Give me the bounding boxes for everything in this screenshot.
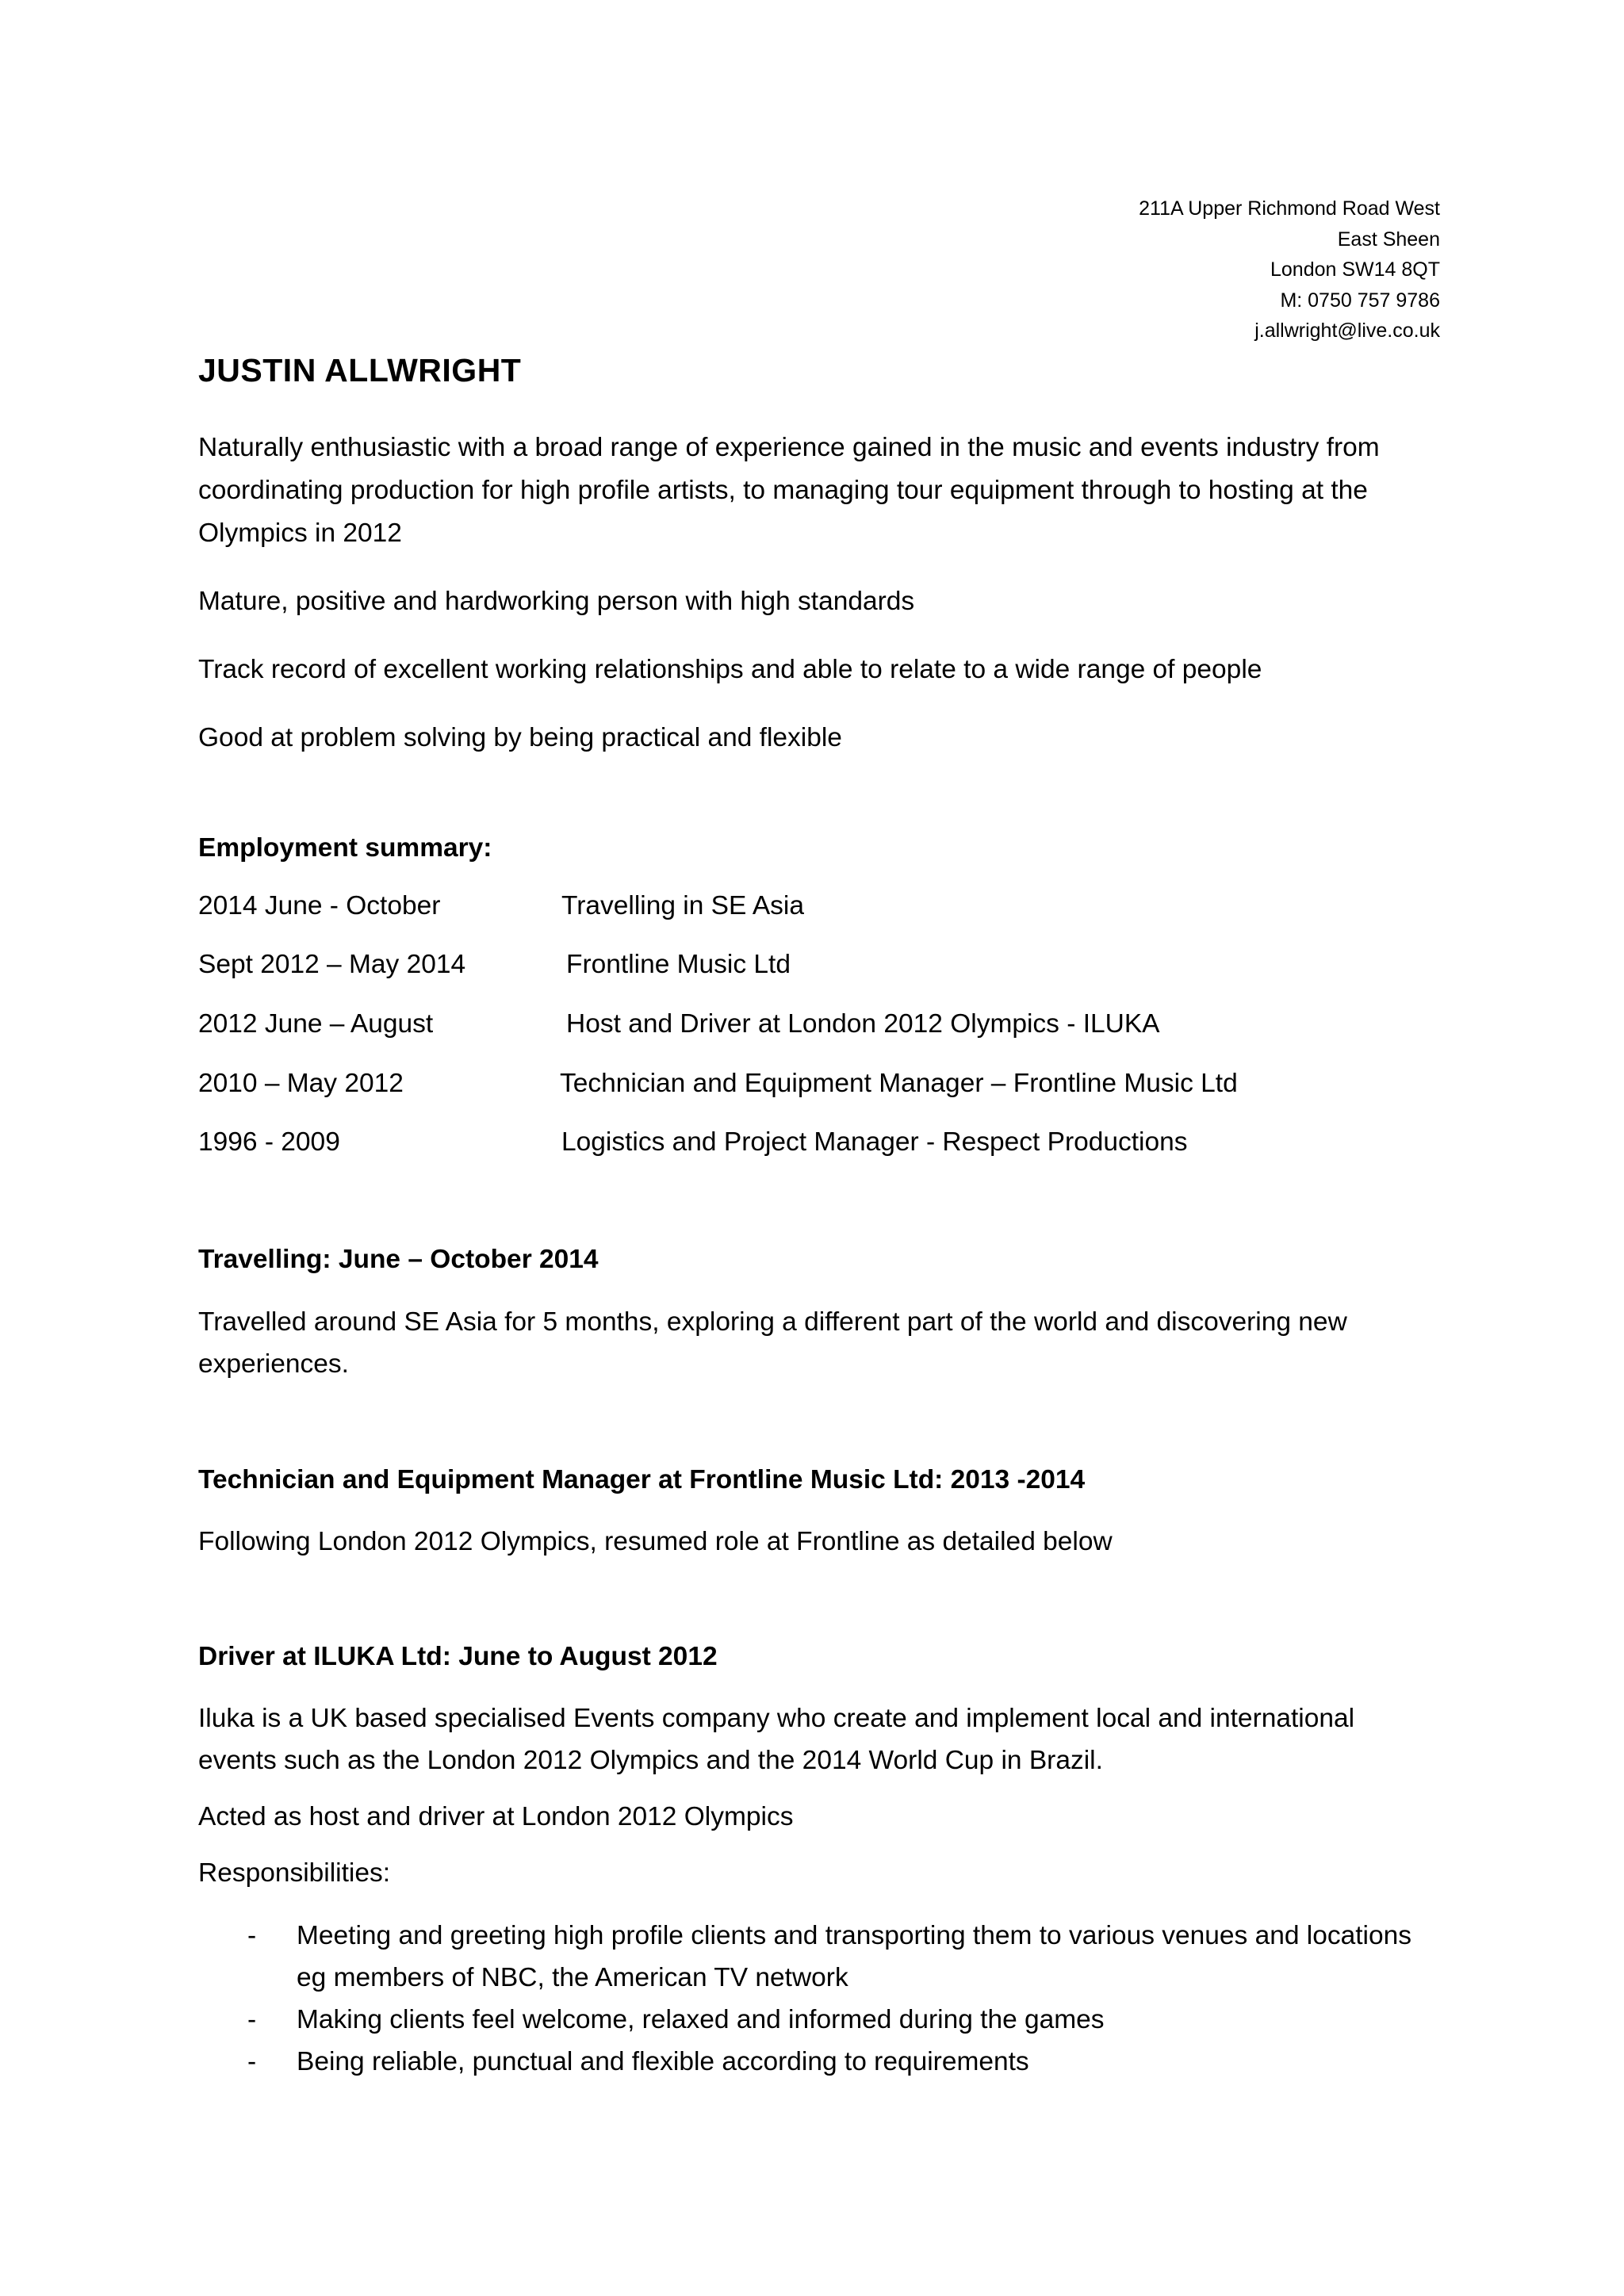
responsibilities-label: Responsibilities: [198,1858,391,1888]
responsibility-text: Making clients feel welcome, relaxed and informed during the games [297,2005,1105,2034]
responsibility-text: Meeting and greeting high profile clients and transporting them to various venues and locations eg members of NBC, the American TV network [297,1921,1412,1992]
driver-heading: Driver at ILUKA Ltd: June to August 2012 [198,1642,718,1671]
candidate-name: JUSTIN ALLWRIGHT [198,352,522,388]
travelling-description: Travelled around SE Asia for 5 months, exploring a different part of the world and discovering new experiences. [198,1307,1347,1379]
employment-role: Logistics and Project Manager - Respect Productions [561,1127,1188,1157]
address-line-city: London SW14 8QT [1270,258,1440,281]
employment-date: 1996 - 2009 [198,1127,340,1157]
employment-role: Frontline Music Ltd [566,950,791,979]
employment-date: Sept 2012 – May 2014 [198,950,466,979]
address-line-street: 211A Upper Richmond Road West [1139,197,1440,220]
employment-date: 2012 June – August [198,1009,434,1039]
employment-date: 2014 June - October [198,891,441,920]
travelling-section [198,1301,1435,1385]
driver-section [198,1697,1435,1894]
responsibility-text: Being reliable, punctual and flexible according to requirements [297,2047,1029,2076]
list-item [198,1915,1435,1999]
bullet-dash: - [247,1921,257,1950]
employment-row [198,1069,1238,1099]
employment-row [198,1127,1188,1158]
technician-heading: Technician and Equipment Manager at Frontline Music Ltd: 2013 -2014 [198,1465,1086,1494]
contact-address-block [1139,193,1440,346]
driver-role-summary: Acted as host and driver at London 2012 Olympics [198,1802,794,1831]
summary-intro: Naturally enthusiastic with a broad range of experience gained in the music and events industry from coordinating production for high profile artists, to managing tour equipment through to hosting at the Olympics in 2012 [198,433,1380,548]
employment-role: Technician and Equipment Manager – Frontline Music Ltd [560,1069,1238,1098]
address-line-area: East Sheen [1337,228,1440,251]
employment-summary-heading: Employment summary: [198,833,492,863]
travelling-heading: Travelling: June – October 2014 [198,1245,599,1274]
contact-phone: M: 0750 757 9786 [1280,289,1440,312]
technician-section [198,1521,1435,1563]
contact-email: j.allwright@live.co.uk [1254,320,1440,342]
driver-company-description: Iluka is a UK based specialised Events company who create and implement local and international events such as the London 2012 Olympics and the 2014 World Cup in Brazil. [198,1704,1355,1775]
responsibilities-list [198,1915,1435,2083]
profile-summary [198,427,1435,760]
summary-point: Track record of excellent working relationships and able to relate to a wide range of people [198,655,1262,684]
list-item [198,2041,1435,2083]
summary-point: Mature, positive and hardworking person with high standards [198,587,915,616]
bullet-dash: - [247,2047,257,2076]
bullet-dash: - [247,2005,257,2034]
employment-role: Travelling in SE Asia [561,891,804,920]
employment-row [198,1009,1160,1039]
employment-date: 2010 – May 2012 [198,1069,404,1098]
employment-row [198,950,791,980]
employment-row [198,891,804,921]
technician-description: Following London 2012 Olympics, resumed role at Frontline as detailed below [198,1527,1113,1556]
employment-role: Host and Driver at London 2012 Olympics - ILUKA [566,1009,1160,1039]
summary-point: Good at problem solving by being practical and flexible [198,723,842,752]
list-item [198,1999,1435,2041]
